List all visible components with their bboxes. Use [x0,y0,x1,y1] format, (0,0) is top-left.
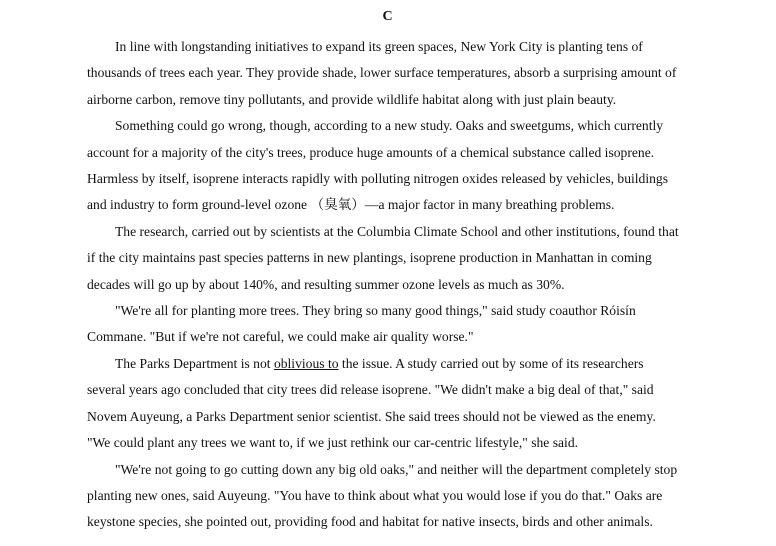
paragraph-line: thousands of trees each year. They provide shade, lower surface temperatures, absorb a surprising amount of [87,65,677,81]
paragraph-4 [87,298,688,351]
paragraph-line: planting new ones, said Auyeung. "You have to think about what you would lose if you do that." Oaks are [87,487,663,503]
paragraph-3 [87,219,688,298]
paragraph-line: airborne carbon, remove tiny pollutants, and provide wildlife habitat along with just plain beauty. [87,91,617,107]
line-text: The Parks Department is not [115,355,274,371]
paragraph-line: several years ago concluded that city trees did release isoprene. "We didn't make a big deal of that," said [87,382,654,398]
section-letter: C [382,9,393,24]
paragraph-line: The research, carried out by scientists at the Columbia Climate School and other institutions, found that [115,223,679,239]
paragraph-line: keystone species, she pointed out, providing food and habitat for native insects, birds and other animals. [87,514,653,530]
paragraph-line: Commane. "But if we're not careful, we could make air quality worse." [87,329,474,345]
paragraph-line: "We're not going to go cutting down any big old oaks," and neither will the department completely stop [115,461,678,477]
line-text: the issue. A study carried out by some of its researchers [338,355,644,371]
paragraph-line [87,351,688,377]
paragraph-line: Novem Auyeung, a Parks Department senior scientist. She said trees should not be viewed as the enemy. [87,408,656,424]
underlined-phrase: oblivious to [273,355,339,371]
paragraph-line: "We could plant any trees we want to, if we just rethink our car-centric lifestyle," she said. [87,435,579,451]
paragraph-1 [87,34,688,113]
paragraph-2 [87,113,688,219]
paragraph-line: account for a majority of the city's trees, produce huge amounts of a chemical substance called isoprene. [87,144,655,160]
paragraph-line: decades will go up by about 140%, and resulting summer ozone levels as much as 30%. [87,276,565,292]
paragraph-6 [87,457,688,536]
paragraph-line: In line with longstanding initiatives to expand its green spaces, New York City is planting tens of [115,39,643,54]
paragraph-5 [87,351,688,457]
paragraph-line: "We're all for planting more trees. They bring so many good things," said study coauthor Róisín [115,303,636,319]
paragraph-line: if the city maintains past species patterns in new plantings, isoprene production in Manhattan in coming [87,250,652,266]
paragraph-line: Harmless by itself, isoprene interacts rapidly with polluting nitrogen oxides released by vehicles, buildings [87,171,669,187]
paragraph-line: Something could go wrong, though, according to a new study. Oaks and sweetgums, which currently [115,118,664,134]
paragraph-line: and industry to form ground-level ozone （臭氧）—a major factor in many breathing problems. [87,197,615,213]
